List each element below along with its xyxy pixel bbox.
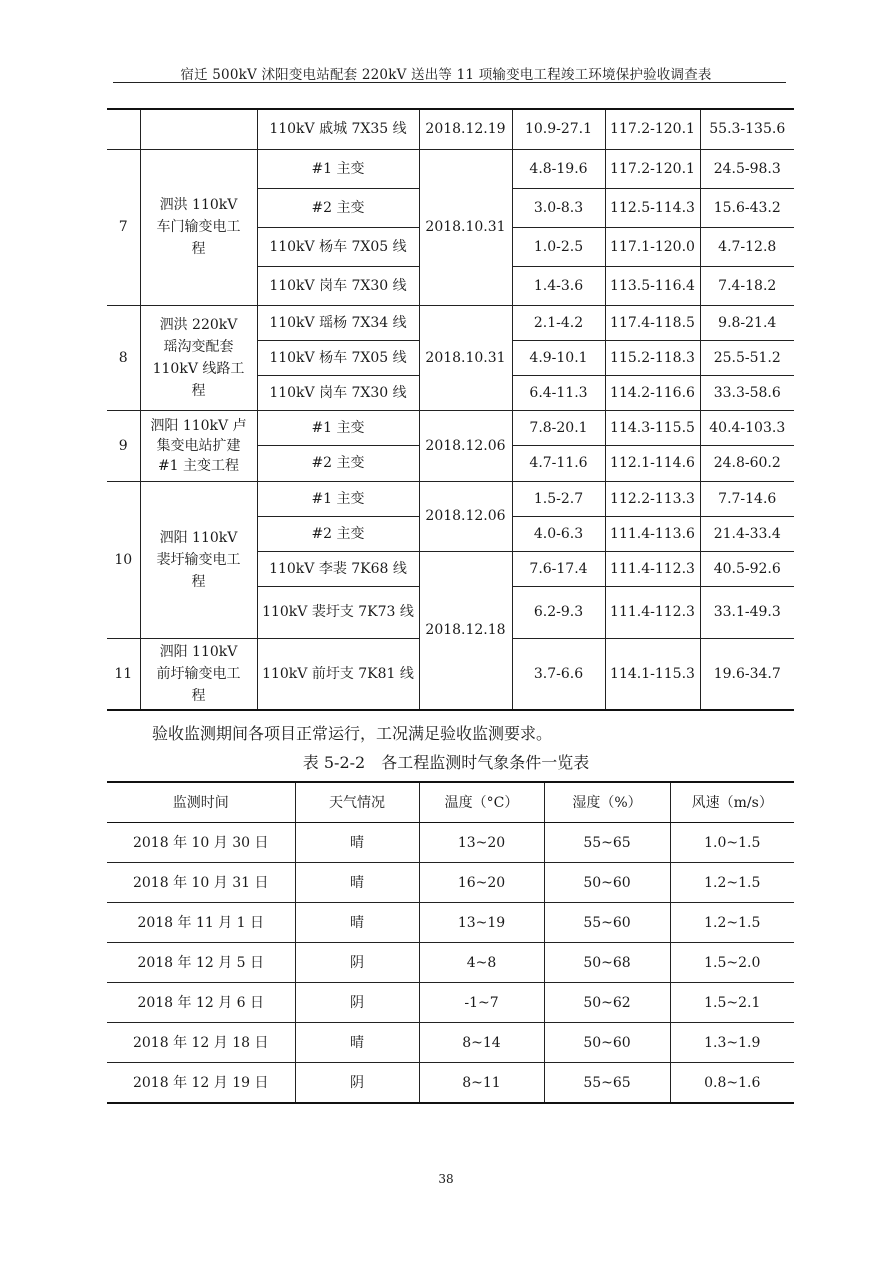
e-field-cell: 4.7-11.6	[512, 445, 605, 481]
date-cell: 2018.10.31	[419, 149, 512, 305]
table-row	[107, 305, 794, 340]
project-name-text: 泗洪 110kV 车门输变电工程	[156, 197, 241, 257]
e-field-cell: 4.8-19.6	[512, 149, 605, 188]
b-field-cell: 21.4-33.4	[700, 516, 794, 551]
humidity-cell: 50~68	[544, 943, 670, 983]
item-cell: 110kV 岗车 7X30 线	[257, 375, 419, 410]
e-field-cell: 3.7-6.6	[512, 638, 605, 710]
wind-speed-cell: 1.5~2.1	[670, 983, 794, 1023]
date-cell: 2018.10.31	[419, 305, 512, 410]
temperature-cell: 13~20	[419, 823, 544, 863]
column-header: 温度（°C）	[419, 782, 544, 823]
temperature-cell: -1~7	[419, 983, 544, 1023]
project-name-cell	[140, 481, 257, 638]
b-field-cell: 24.8-60.2	[700, 445, 794, 481]
item-cell: #2 主变	[257, 188, 419, 227]
date-cell: 2018 年 12 月 19 日	[107, 1063, 295, 1104]
wind-speed-cell: 1.2~1.5	[670, 903, 794, 943]
e-field-cell: 6.4-11.3	[512, 375, 605, 410]
humidity-cell: 50~62	[544, 983, 670, 1023]
weather-conditions-table	[107, 781, 794, 1104]
weather-cell: 阴	[295, 943, 419, 983]
weather-cell: 晴	[295, 823, 419, 863]
b-field-cell: 33.3-58.6	[700, 375, 794, 410]
noise-cell: 112.2-113.3	[605, 481, 700, 516]
date-cell: 2018 年 10 月 30 日	[107, 823, 295, 863]
project-no-cell: 7	[107, 149, 140, 305]
project-name-cell	[140, 149, 257, 305]
b-field-cell: 40.5-92.6	[700, 551, 794, 586]
noise-cell: 117.2-120.1	[605, 109, 700, 149]
temperature-cell: 13~19	[419, 903, 544, 943]
temperature-cell: 8~14	[419, 1023, 544, 1063]
weather-cell: 晴	[295, 1023, 419, 1063]
table-row	[107, 823, 794, 863]
project-no-cell: 8	[107, 305, 140, 410]
item-cell: #1 主变	[257, 410, 419, 445]
e-field-cell: 2.1-4.2	[512, 305, 605, 340]
project-no-cell: 10	[107, 481, 140, 638]
item-cell: 110kV 李裴 7K68 线	[257, 551, 419, 586]
item-cell: 110kV 岗车 7X30 线	[257, 266, 419, 305]
e-field-cell: 1.4-3.6	[512, 266, 605, 305]
table-row	[107, 109, 794, 149]
b-field-cell: 25.5-51.2	[700, 340, 794, 375]
page-number: 38	[438, 1172, 454, 1186]
column-header: 监测时间	[107, 782, 295, 823]
table-row	[107, 410, 794, 445]
e-field-cell: 1.5-2.7	[512, 481, 605, 516]
b-field-cell: 40.4-103.3	[700, 410, 794, 445]
wind-speed-cell: 1.5~2.0	[670, 943, 794, 983]
weather-cell: 阴	[295, 1063, 419, 1104]
noise-cell: 115.2-118.3	[605, 340, 700, 375]
noise-cell: 114.1-115.3	[605, 638, 700, 710]
date-cell: 2018 年 11 月 1 日	[107, 903, 295, 943]
project-name-text: 泗阳 110kV 卢集变电站扩建 #1 主变工程	[150, 417, 247, 474]
noise-cell: 111.4-112.3	[605, 551, 700, 586]
noise-cell: 112.1-114.6	[605, 445, 700, 481]
e-field-cell: 4.9-10.1	[512, 340, 605, 375]
date-cell: 2018.12.06	[419, 410, 512, 481]
item-cell: 110kV 杨车 7X05 线	[257, 340, 419, 375]
header-divider	[113, 82, 786, 83]
project-name-cell	[140, 109, 257, 149]
table-row	[107, 481, 794, 516]
project-no-cell: 9	[107, 410, 140, 481]
weather-cell: 晴	[295, 863, 419, 903]
project-name-text: 泗洪 220kV 瑶沟变配套 110kV 线路工程	[152, 316, 245, 399]
project-name-cell	[140, 305, 257, 410]
b-field-cell: 15.6-43.2	[700, 188, 794, 227]
noise-cell: 113.5-116.4	[605, 266, 700, 305]
humidity-cell: 55~65	[544, 1063, 670, 1104]
noise-cell: 112.5-114.3	[605, 188, 700, 227]
e-field-cell: 4.0-6.3	[512, 516, 605, 551]
table-header-row	[107, 782, 794, 823]
project-no-cell	[107, 109, 140, 149]
e-field-cell: 7.8-20.1	[512, 410, 605, 445]
item-cell: 110kV 瑶杨 7X34 线	[257, 305, 419, 340]
e-field-cell: 7.6-17.4	[512, 551, 605, 586]
noise-cell: 111.4-112.3	[605, 586, 700, 638]
b-field-cell: 4.7-12.8	[700, 227, 794, 266]
date-cell: 2018 年 12 月 5 日	[107, 943, 295, 983]
table-row	[107, 863, 794, 903]
date-cell: 2018.12.18	[419, 551, 512, 710]
table-row	[107, 1063, 794, 1104]
b-field-cell: 19.6-34.7	[700, 638, 794, 710]
humidity-cell: 55~65	[544, 823, 670, 863]
b-field-cell: 7.4-18.2	[700, 266, 794, 305]
document-header-title: 宿迁 500kV 沭阳变电站配套 220kV 送出等 11 项输变电工程竣工环境保护验收调查表	[180, 67, 712, 83]
item-cell: #1 主变	[257, 481, 419, 516]
date-cell: 2018 年 10 月 31 日	[107, 863, 295, 903]
noise-cell: 114.2-116.6	[605, 375, 700, 410]
date-cell: 2018.12.06	[419, 481, 512, 551]
item-cell: #2 主变	[257, 516, 419, 551]
wind-speed-cell: 0.8~1.6	[670, 1063, 794, 1104]
weather-cell: 晴	[295, 903, 419, 943]
project-name-text: 泗阳 110kV 裴圩输变电工程	[156, 529, 241, 590]
item-cell: 110kV 裴圩支 7K73 线	[257, 586, 419, 638]
b-field-cell: 7.7-14.6	[700, 481, 794, 516]
wind-speed-cell: 1.0~1.5	[670, 823, 794, 863]
b-field-cell: 55.3-135.6	[700, 109, 794, 149]
project-name-cell	[140, 638, 257, 710]
wind-speed-cell: 1.2~1.5	[670, 863, 794, 903]
item-cell: #1 主变	[257, 149, 419, 188]
noise-cell: 117.2-120.1	[605, 149, 700, 188]
e-field-cell: 3.0-8.3	[512, 188, 605, 227]
temperature-cell: 16~20	[419, 863, 544, 903]
column-header: 天气情况	[295, 782, 419, 823]
table-row	[107, 983, 794, 1023]
noise-cell: 111.4-113.6	[605, 516, 700, 551]
date-cell: 2018.12.19	[419, 109, 512, 149]
item-cell: 110kV 戚城 7X35 线	[257, 109, 419, 149]
noise-cell: 117.1-120.0	[605, 227, 700, 266]
weather-cell: 阴	[295, 983, 419, 1023]
item-cell: #2 主变	[257, 445, 419, 481]
project-name-cell	[140, 410, 257, 481]
table-row	[107, 149, 794, 188]
humidity-cell: 50~60	[544, 863, 670, 903]
b-field-cell: 33.1-49.3	[700, 586, 794, 638]
table-row	[107, 903, 794, 943]
table-caption: 表 5-2-2 各工程监测时气象条件一览表	[302, 753, 590, 772]
temperature-cell: 8~11	[419, 1063, 544, 1104]
date-cell: 2018 年 12 月 18 日	[107, 1023, 295, 1063]
e-field-cell: 6.2-9.3	[512, 586, 605, 638]
date-cell: 2018 年 12 月 6 日	[107, 983, 295, 1023]
temperature-cell: 4~8	[419, 943, 544, 983]
b-field-cell: 24.5-98.3	[700, 149, 794, 188]
monitoring-results-table	[107, 108, 794, 711]
project-name-text: 泗阳 110kV 前圩输变电工程	[156, 643, 241, 704]
table-row	[107, 1023, 794, 1063]
item-cell: 110kV 前圩支 7K81 线	[257, 638, 419, 710]
humidity-cell: 50~60	[544, 1023, 670, 1063]
project-no-cell: 11	[107, 638, 140, 710]
noise-cell: 114.3-115.5	[605, 410, 700, 445]
e-field-cell: 1.0-2.5	[512, 227, 605, 266]
monitoring-note: 验收监测期间各项目正常运行，工况满足验收监测要求。	[152, 724, 553, 743]
b-field-cell: 9.8-21.4	[700, 305, 794, 340]
column-header: 风速（m/s）	[670, 782, 794, 823]
table-row	[107, 943, 794, 983]
wind-speed-cell: 1.3~1.9	[670, 1023, 794, 1063]
column-header: 湿度（%）	[544, 782, 670, 823]
item-cell: 110kV 杨车 7X05 线	[257, 227, 419, 266]
humidity-cell: 55~60	[544, 903, 670, 943]
noise-cell: 117.4-118.5	[605, 305, 700, 340]
e-field-cell: 10.9-27.1	[512, 109, 605, 149]
